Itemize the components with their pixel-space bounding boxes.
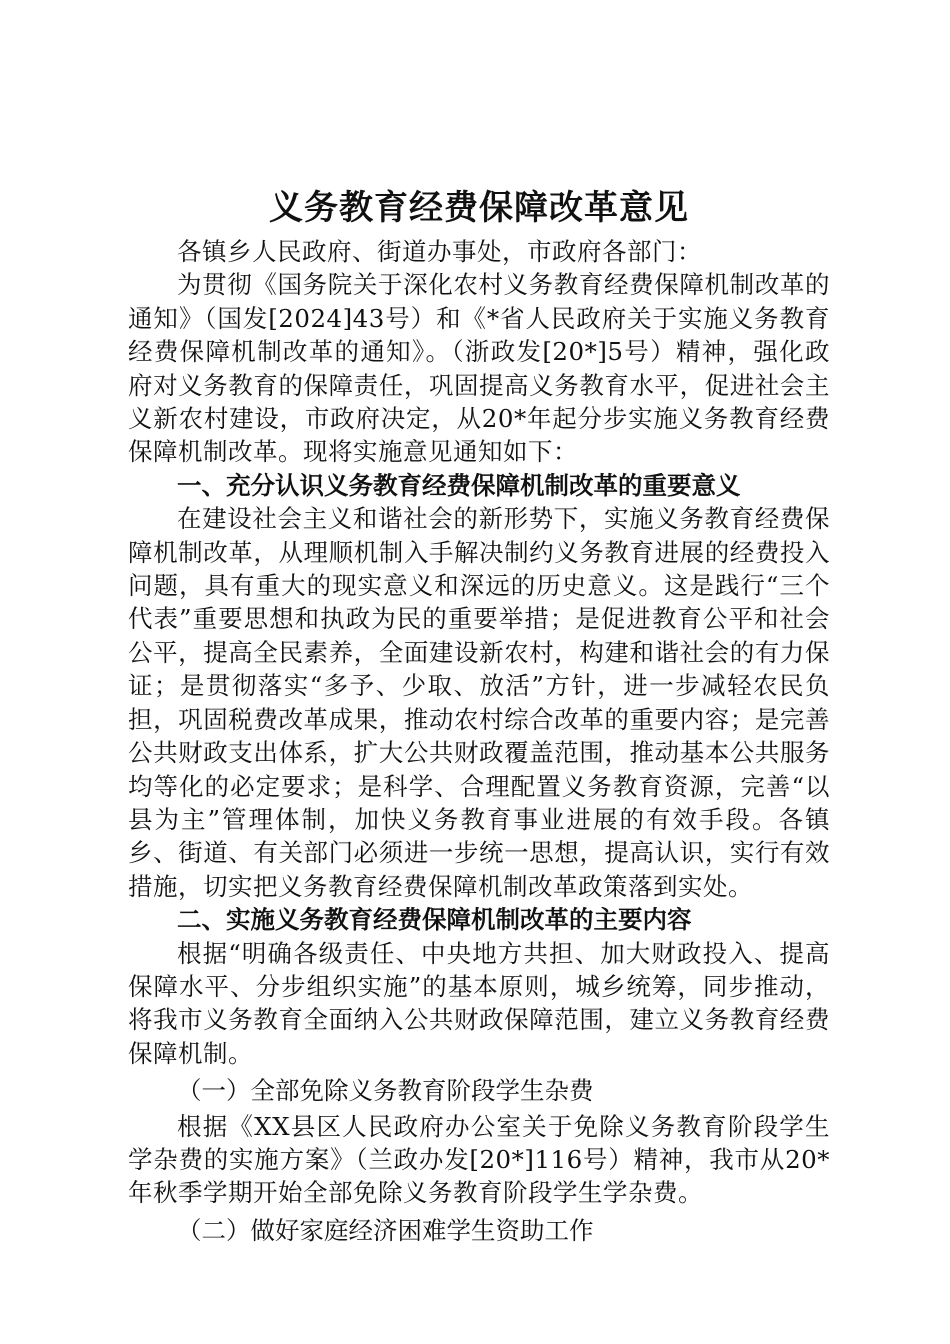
section-2-body: 根据“明确各级责任、中央地方共担、加大财政投入、提高保障水平、分步组织实施”的基本原则，城乡统筹，同步推动，将我市义务教育全面纳入公共财政保障范围，建立义务教育经费保障机制。 xyxy=(128,938,830,1068)
document-page xyxy=(128,185,830,1249)
section-1-heading: 一、充分认识义务教育经费保障机制改革的重要意义 xyxy=(177,470,741,500)
document-title: 义务教育经费保障改革意见 xyxy=(269,188,689,228)
section-2-heading: 二、实施义务教育经费保障机制改革的主要内容 xyxy=(177,905,692,935)
section-1-body: 在建设社会主义和谐社会的新形势下，实施义务教育经费保障机制改革，从理顺机制入手解决制约义务教育进展的经费投入问题，具有重大的现实意义和深远的历史意义。这是践行“三个代表”重要思想和执政为民的重要举措；是促进教育公平和社会公平，提高全民素养，全面建设新农村，构建和谐社会的有力保证；是贯彻落实“多予、少取、放活”方针，进一步减轻农民负担，巩固税费改革成果，推动农村综合改革的重要内容；是完善公共财政支出体系，扩大公共财政覆盖范围，推动基本公共服务均等化的必定要求；是科学、合理配置义务教育资源，完善“以县为主”管理体制，加快义务教育事业进展的有效手段。各镇乡、街道、有关部门必须进一步统一思想，提高认识，实行有效措施，切实把义务教育经费保障机制改革政策落到实处。 xyxy=(128,504,830,901)
intro-paragraph: 为贯彻《国务院关于深化农村义务教育经费保障机制改革的通知》（国发[2024]43号）和《*省人民政府关于实施义务教育经费保障机制改革的通知》。（浙政发[20*]5号）精神，强化政府对义务教育的保障责任，巩固提高义务教育水平，促进社会主义新农村建设，市政府决定，从20*年起分步实施义务教育经费保障机制改革。现将实施意见通知如下： xyxy=(128,270,830,467)
subsection-1-body: 根据《XX县区人民政府办公室关于免除义务教育阶段学生学杂费的实施方案》（兰政办发[20*]116号）精神，我市从20*年秋季学期开始全部免除义务教育阶段学生学杂费。 xyxy=(128,1111,830,1208)
salutation: 各镇乡人民政府、街道办事处，市政府各部门： xyxy=(177,237,702,266)
subsection-2-heading: （二）做好家庭经济困难学生资助工作 xyxy=(177,1215,594,1245)
subsection-1-heading: （一）全部免除义务教育阶段学生杂费 xyxy=(177,1076,594,1106)
